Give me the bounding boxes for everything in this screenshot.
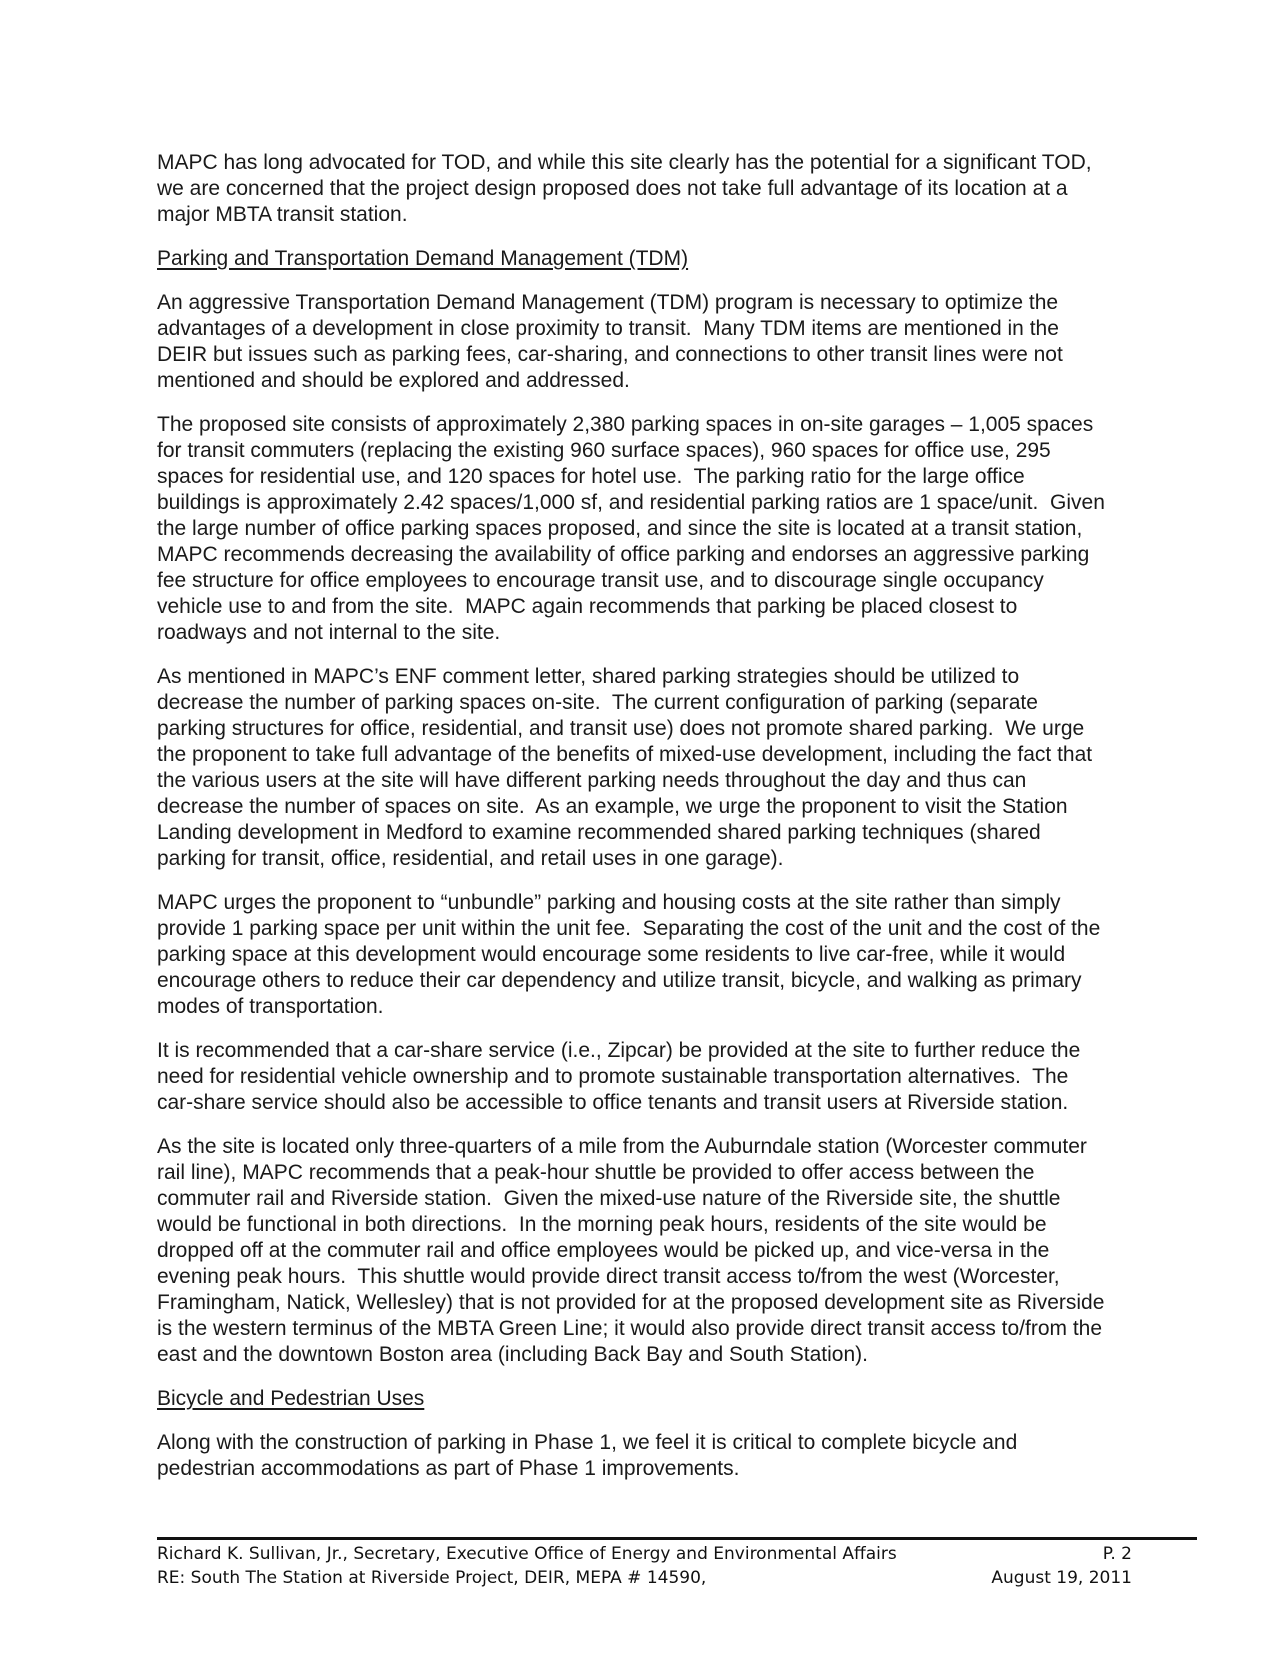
paragraph-shared-parking: As mentioned in MAPC’s ENF comment letter, shared parking strategies should be utilized to decrease the number of parking spaces on-site. The current configuration of parking (separate parking structures for office, residential, and transit use) does not promote shared parking. We urge the proponent to take full advantage of the benefits of mixed-use development, including the fact that the various users at the site will have different parking needs throughout the day and thus can decrease the number of spaces on site. As an example, we urge the proponent to visit the Station Landing development in Medford to examine recommended shared parking techniques (shared parking for transit, office, residential, and retail uses in one garage). (157, 665, 1098, 870)
footer-row-1 (157, 1542, 1132, 1566)
paragraph-parking-spaces: The proposed site consists of approximately 2,380 parking spaces in on-site garages – 1,005 spaces for transit commuters (replacing the existing 960 surface spaces), 960 spaces for office use, 295 spaces for residential use, and 120 spaces for hotel use. The parking ratio for the large office buildings is approximately 2.42 spaces/1,000 sf, and residential parking ratios are 1 space/unit. Given the large number of office parking spaces proposed, and since the site is located at a transit station, MAPC recommends decreasing the availability of office parking and endorses an aggressive parking fee structure for office employees to encourage transit use, and to discourage single occupancy vehicle use to and from the site. MAPC again recommends that parking be placed closest to roadways and not internal to the site. (157, 413, 1111, 644)
paragraph-car-share: It is recommended that a car-share service (i.e., Zipcar) be provided at the site to further reduce the need for residential vehicle ownership and to promote sustainable transportation alternatives. The car-share service should also be accessible to office tenants and transit users at Riverside station. (157, 1039, 1087, 1114)
paragraph-phase1-bike-ped: Along with the construction of parking in Phase 1, we feel it is critical to complete bicycle and pedestrian accommodations as part of Phase 1 improvements. (157, 1431, 1024, 1480)
footer-row-2 (157, 1566, 1132, 1590)
section-heading-bicycle-pedestrian: Bicycle and Pedestrian Uses (157, 1387, 425, 1410)
document-body (157, 150, 1109, 1500)
section-heading-parking-tdm: Parking and Transportation Demand Management (TDM) (157, 247, 689, 270)
paragraph-tdm-program: An aggressive Transportation Demand Management (TDM) program is necessary to optimize the advantages of a development in close proximity to transit. Many TDM items are mentioned in the DEIR but issues such as parking fees, car-sharing, and connections to other transit lines were not mentioned and should be explored and addressed. (157, 291, 1069, 392)
footer-date: August 19, 2011 (991, 1568, 1132, 1588)
footer-re-line: RE: South The Station at Riverside Project, DEIR, MEPA # 14590, (157, 1568, 707, 1588)
footer-signatory: Richard K. Sullivan, Jr., Secretary, Executive Office of Energy and Environmental Affairs (157, 1544, 897, 1564)
page-footer (157, 1537, 1197, 1590)
footer-page-number: P. 2 (1102, 1544, 1132, 1564)
footer-rule (157, 1537, 1197, 1540)
paragraph-tod-advocacy: MAPC has long advocated for TOD, and while this site clearly has the potential for a significant TOD, we are concerned that the project design proposed does not take full advantage of its location at a major MBTA transit station. (157, 151, 1098, 226)
paragraph-shuttle-service: As the site is located only three-quarters of a mile from the Auburndale station (Worcester commuter rail line), MAPC recommends that a peak-hour shuttle be provided to offer access between the commuter rail and Riverside station. Given the mixed-use nature of the Riverside site, the shuttle would be functional in both directions. In the morning peak hours, residents of the site would be dropped off at the commuter rail and office employees would be picked up, and vice-versa in the evening peak hours. This shuttle would provide direct transit access to/from the west (Worcester, Framingham, Natick, Wellesley) that is not provided for at the proposed development site as Riverside is the western terminus of the MBTA Green Line; it would also provide direct transit access to/from the east and the downtown Boston area (including Back Bay and South Station). (157, 1135, 1111, 1366)
paragraph-unbundle-parking: MAPC urges the proponent to “unbundle” parking and housing costs at the site rather than simply provide 1 parking space per unit within the unit fee. Separating the cost of the unit and the cost of the parking space at this development would encourage some residents to live car-free, while it would encourage others to reduce their car dependency and utilize transit, bicycle, and walking as primary modes of transportation. (157, 891, 1107, 1018)
